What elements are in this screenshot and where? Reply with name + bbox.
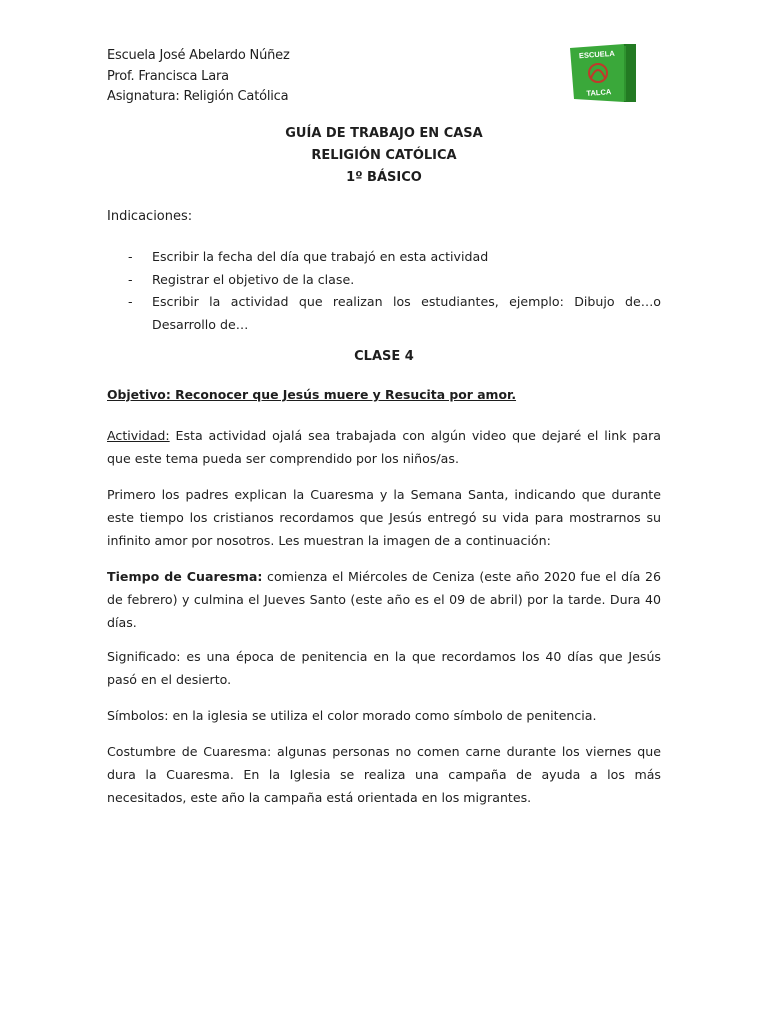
list-item: - Escribir la actividad que realizan los estudiantes, ejemplo: Dibujo de…o Desarrollo de… <box>128 291 661 336</box>
activity-label: Actividad: <box>107 428 170 443</box>
class-heading: CLASE 4 <box>354 349 414 364</box>
custom-paragraph: Costumbre de Cuaresma: algunas personas no comen carne durante los viernes que dura la Cuaresma. En la Iglesia se realiza una campaña de ayuda a los más necesitados, este año la campaña está orientada en los migrantes. <box>107 744 661 805</box>
objective: Objetivo: Reconocer que Jesús muere y Resucita por amor. <box>107 387 517 402</box>
symbols-paragraph: Símbolos: en la iglesia se utiliza el color morado como símbolo de penitencia. <box>107 708 597 723</box>
list-item: - Registrar el objetivo de la clase. <box>128 269 661 292</box>
list-item-text: Escribir la fecha del día que trabajó en esta actividad <box>152 249 489 264</box>
indicaciones-label: Indicaciones: <box>107 209 193 224</box>
title-line-2: RELIGIÓN CATÓLICA <box>311 148 457 163</box>
teacher-name: Prof. Francisca Lara <box>107 68 229 84</box>
subject-name: Asignatura: Religión Católica <box>107 89 289 104</box>
intro-paragraph: Primero los padres explican la Cuaresma y la Semana Santa, indicando que durante este tiempo los cristianos recordamos que Jesús entregó su vida para mostrarnos su infinito amor por nosotros. Les muestran la imagen de a continuación: <box>107 487 661 548</box>
logo-top-text: ESCUELA <box>578 48 616 61</box>
list-item-text: Registrar el objetivo de la clase. <box>152 271 355 287</box>
lent-time-label: Tiempo de Cuaresma: <box>107 569 263 584</box>
lent-time-paragraph <box>107 565 661 634</box>
logo-bottom-text: TALCA <box>586 87 612 98</box>
school-name: Escuela José Abelardo Núñez <box>107 48 290 63</box>
list-item: - Escribir la fecha del día que trabajó en esta actividad <box>128 246 661 269</box>
school-logo <box>568 42 638 104</box>
list-item-text: Escribir la actividad que realizan los estudiantes, ejemplo: Dibujo de…o Desarrollo de… <box>152 294 661 332</box>
document-header <box>107 46 290 108</box>
activity-text: Esta actividad ojalá sea trabajada con algún video que dejaré el link para que este tema pueda ser comprendido por los niños/as. <box>107 428 661 466</box>
title-line-1: GUÍA DE TRABAJO EN CASA <box>285 126 483 141</box>
title-line-3: 1º BÁSICO <box>346 170 422 185</box>
activity-paragraph <box>107 424 661 470</box>
meaning-paragraph: Significado: es una época de penitencia en la que recordamos los 40 días que Jesús pasó en el desierto. <box>107 649 661 687</box>
lent-time-text: comienza el Miércoles de Ceniza (este año 2020 fue el día 26 de febrero) y culmina el Jueves Santo (este año es el 09 de abril) por la tarde. Dura 40 días. <box>107 569 661 630</box>
indicaciones-list <box>128 246 661 336</box>
